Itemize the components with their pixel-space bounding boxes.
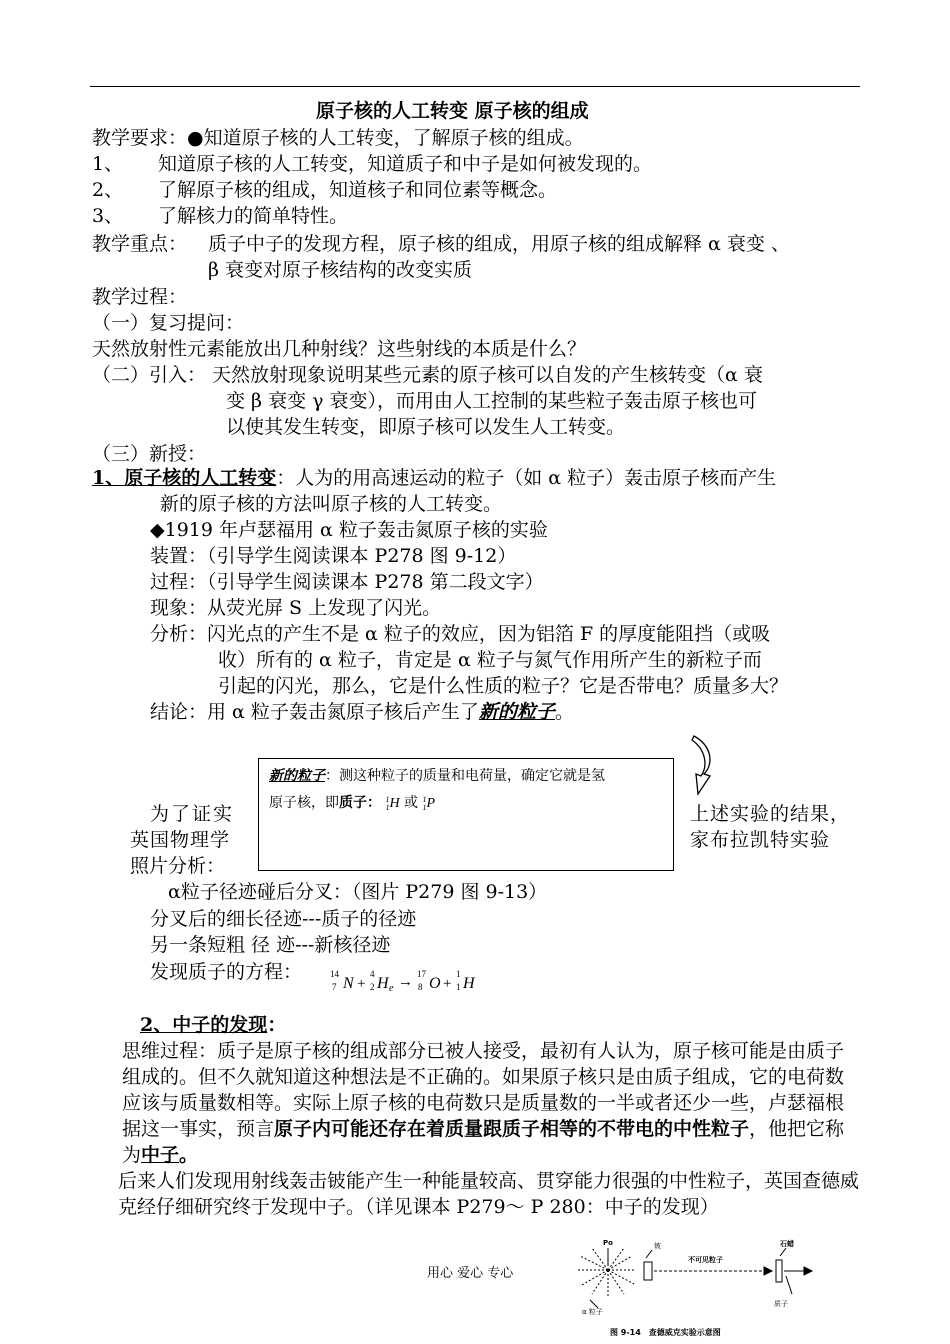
section-2-label: （二）引入：: [92, 364, 207, 386]
alpha-particle-label: α 粒子: [582, 1308, 603, 1316]
box-or: 或: [404, 795, 419, 811]
page-footer: 用心 爱心 专心: [427, 1266, 514, 1281]
apparatus: 装置：（引导学生阅读课本 P278 图 9-12）: [150, 545, 517, 567]
svg-text:+: +: [357, 976, 366, 992]
po-label: Po: [603, 1239, 613, 1247]
invisible-particle-label: 不可见粒子: [688, 1256, 723, 1264]
page-title: 原子核的人工转变 原子核的组成: [316, 100, 589, 122]
thinking-text: 思维过程：质子是原子核的组成部分已被人接受，最初有人认为，原子核可能是由质子组成的。但不久就知道这种想法是不正确的。如果原子核只是由质子组成，它的电荷数应该与质量数相等。实际上原子核的电荷数只是质量数的一半或者还少一些，卢瑟福根据这一事实，预言: [122, 1040, 845, 1140]
heading-colon: ：: [267, 1014, 287, 1036]
key-points-line-2: β 衰变对原子核结构的改变实质: [208, 259, 473, 281]
top-rule: [90, 86, 860, 87]
svg-text:17: 17: [417, 969, 426, 979]
fork-track-nucleus: 另一条短粗 径 迹---新核径迹: [150, 934, 391, 956]
req-2-number: 2、: [92, 179, 124, 201]
neutron-heading-line: [140, 1012, 286, 1038]
req-3: 了解核力的简单特性。: [158, 205, 349, 227]
new-particle-emphasis: 新的粒子: [478, 701, 555, 723]
right-fragment-1: 上述实验的结果，: [690, 803, 851, 825]
procedure: 过程：（引导学生阅读课本 P278 第二段文字）: [150, 571, 544, 593]
svg-text:14: 14: [330, 969, 339, 979]
artificial-transmutation-line: [92, 465, 776, 491]
fork-track-proton: 分叉后的细长径迹---质子的径迹: [150, 908, 417, 930]
box-text-2: 原子核，即: [269, 795, 339, 811]
hydrogen-symbol: $^1_1$H: [385, 795, 400, 813]
svg-text:→: →: [398, 974, 413, 990]
thinking-prediction: 原子内可能还存在着质量跟质子相等的不带电的中性粒子: [274, 1118, 750, 1140]
conclusion-text: 结论：用 α 粒子轰击氮原子核后产生了: [150, 701, 479, 723]
conclusion: [150, 699, 574, 725]
heading-neutron-discovery: 2、中子的发现: [140, 1014, 268, 1036]
thinking-end: 。: [179, 1144, 199, 1166]
review-question: 天然放射性元素能放出几种射线？这些射线的本质是什么？: [92, 338, 587, 360]
paraffin-label: 石蜡: [780, 1240, 794, 1248]
svg-text:8: 8: [418, 982, 423, 992]
beryllium-label: 铍: [654, 1242, 661, 1250]
chadwick-experiment-figure: [570, 1236, 820, 1340]
left-fragment-1: 为了证实: [150, 803, 235, 825]
key-points-line-1: 质子中子的发现方程，原子核的组成，用原子核的组成解释 α 衰变 、: [208, 233, 790, 255]
rutherford-experiment: ◆1919 年卢瑟福用 α 粒子轰击氮原子核的实验: [150, 519, 548, 541]
left-fragment-2: 英国物理学: [130, 829, 231, 851]
svg-text:O: O: [429, 975, 441, 992]
box-text-1: ：测这种粒子的质量和电荷量，确定它就是氢: [325, 768, 605, 784]
proton-discovery-equation: [326, 966, 506, 996]
svg-text:H: H: [377, 975, 389, 992]
svg-text:N: N: [343, 975, 354, 992]
box-new-particle: 新的粒子: [269, 768, 325, 784]
analysis-line-1: 分析：闪光点的产生不是 α 粒子的效应，因为铝箔 F 的厚度能阻挡（或吸: [150, 623, 771, 645]
teaching-requirements: 教学要求：●知道原子核的人工转变，了解原子核的组成。: [92, 127, 584, 149]
teaching-process: 教学过程：: [92, 286, 188, 308]
proton-label: 质子: [774, 1300, 788, 1308]
key-points-label: 教学重点：: [92, 233, 188, 255]
box-proton: 质子：: [339, 795, 381, 811]
heading-artificial-transmutation: 1、原子核的人工转变: [92, 467, 277, 489]
section-2-line-1: 天然放射现象说明某些元素的原子核可以自发的产生核转变（α 衰: [212, 364, 763, 386]
proton-symbol: $^1_1$P: [422, 795, 436, 813]
svg-text:4: 4: [370, 969, 375, 979]
svg-text:2: 2: [370, 982, 375, 992]
right-fragment-2: 家布拉凯特实验: [690, 829, 831, 851]
box-content: [269, 765, 605, 819]
svg-text:1: 1: [456, 982, 461, 992]
svg-text:H: H: [463, 975, 475, 992]
section-1-heading: （一）复习提问：: [92, 312, 245, 334]
later-discovery: 后来人们发现用射线轰击铍能产生一种能量较高、贯穿能力很强的中性粒子，英国查德威克经仔细研究终于发现中子。（详见课本 P279～ P 280：中子的发现）: [118, 1170, 860, 1218]
thinking-after: ，他把它称为: [122, 1118, 845, 1166]
curved-arrow-icon: [690, 734, 716, 796]
left-fragment-3: 照片分析：: [130, 855, 226, 877]
req-3-number: 3、: [92, 205, 124, 227]
figure-caption: 图 9-14 查德威克实验示意图: [610, 1328, 721, 1337]
neutron-term: 中子: [141, 1144, 180, 1166]
section-2-line-3: 以使其发生转变，即原子核可以发生人工转变。: [226, 416, 626, 438]
alpha-track-fork: α粒子径迹碰后分叉：（图片 P279 图 9-13）: [168, 881, 548, 903]
artificial-transmutation-definition: ：人为的用高速运动的粒子（如 α 粒子）轰击原子核而产生: [276, 467, 777, 489]
thinking-process: [122, 1038, 862, 1168]
req-1: 知道原子核的人工转变，知道质子和中子是如何被发现的。: [158, 153, 653, 175]
artificial-transmutation-cont: 新的原子核的方法叫原子核的人工转变。: [160, 493, 503, 515]
analysis-line-2: 收）所有的 α 粒子，肯定是 α 粒子与氮气作用所产生的新粒子而: [218, 649, 762, 671]
analysis-line-3: 引起的闪光，那么，它是什么性质的粒子？它是否带电？质量多大？: [218, 675, 789, 697]
svg-text:e: e: [389, 983, 394, 994]
req-1-number: 1、: [92, 153, 124, 175]
conclusion-end: 。: [554, 701, 574, 723]
section-3-heading: （三）新授：: [92, 443, 207, 465]
equation-label: 发现质子的方程：: [150, 961, 303, 983]
phenomenon: 现象：从荧光屏 S 上发现了闪光。: [150, 597, 442, 619]
new-particle-box: [258, 758, 674, 871]
svg-text:1: 1: [456, 969, 461, 979]
section-2-line-2: 变 β 衰变 γ 衰变），而用由人工控制的某些粒子轰击原子核也可: [226, 390, 757, 412]
svg-text:7: 7: [332, 982, 337, 992]
req-2: 了解原子核的组成，知道核子和同位素等概念。: [158, 179, 558, 201]
svg-text:+: +: [443, 976, 452, 992]
